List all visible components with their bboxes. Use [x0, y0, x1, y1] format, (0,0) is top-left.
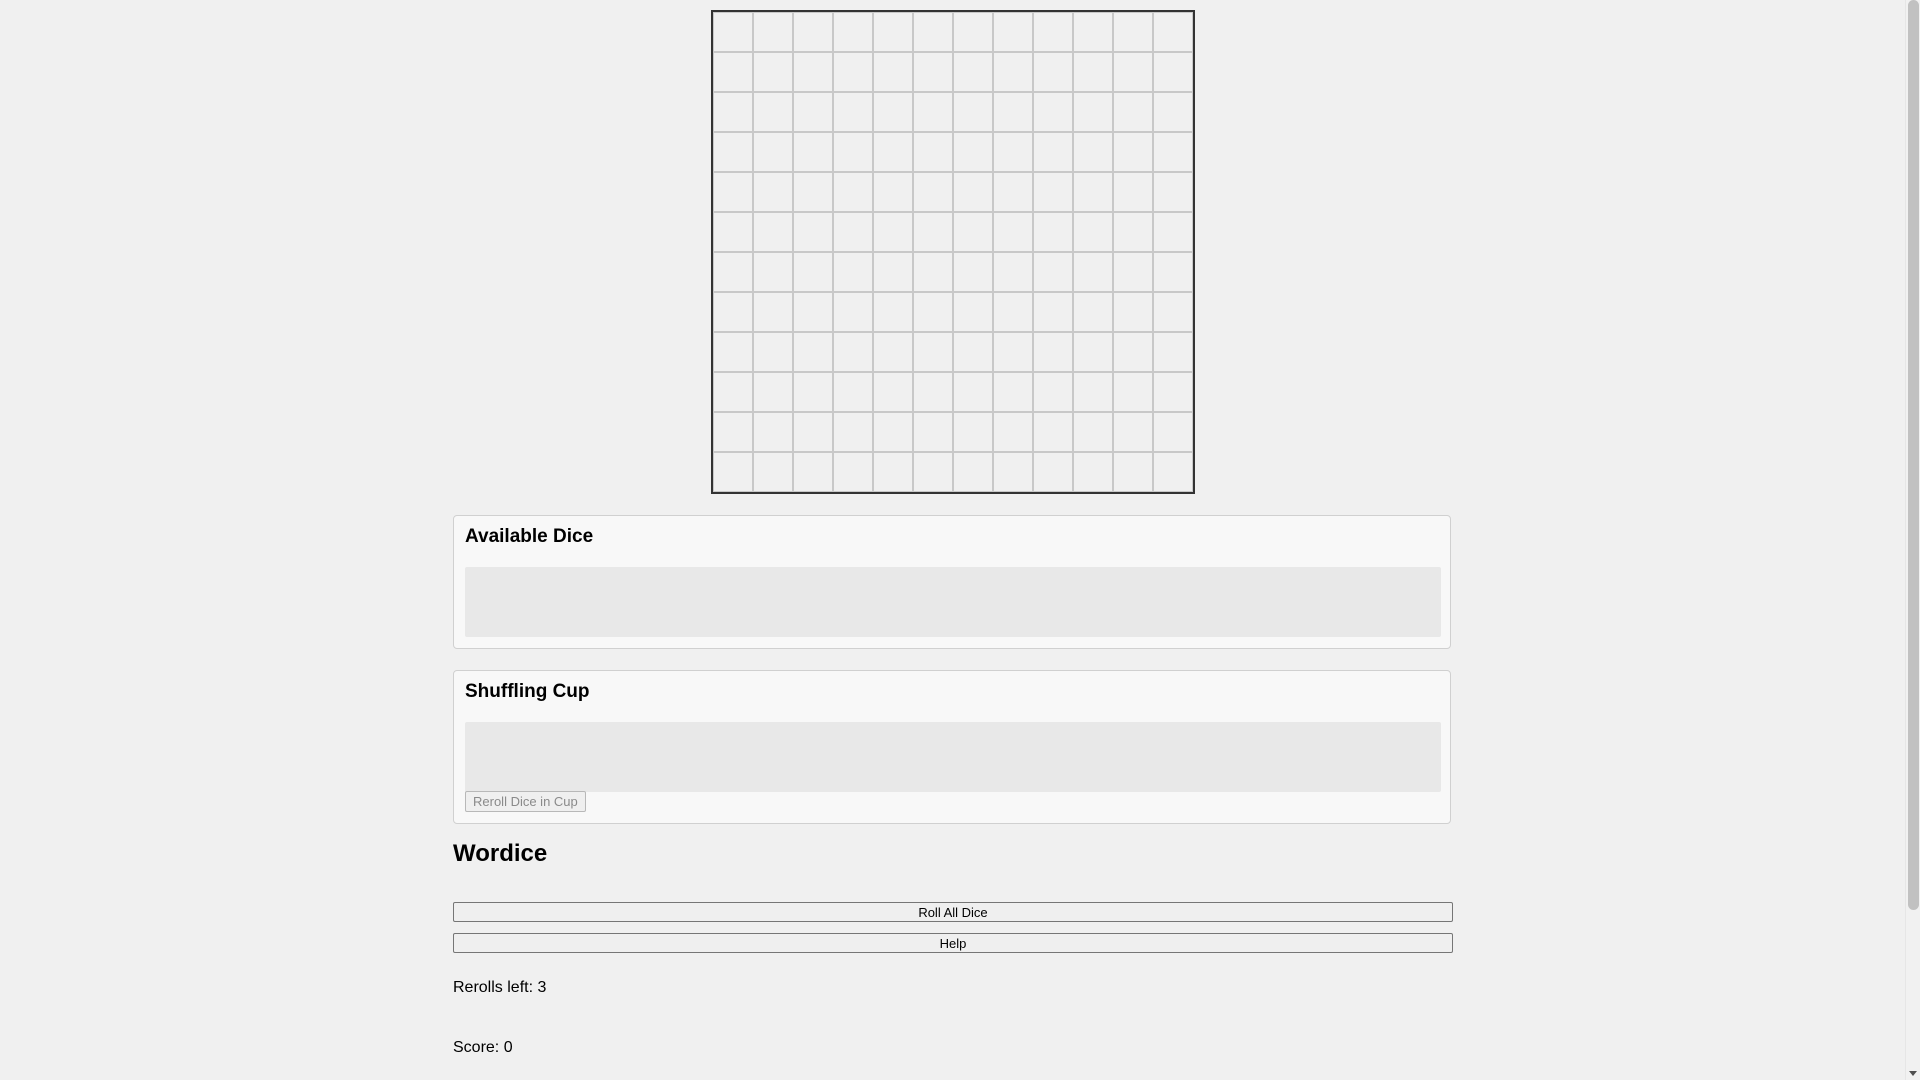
board-cell[interactable] [873, 372, 913, 412]
board-cell[interactable] [1153, 12, 1193, 52]
board-cell[interactable] [793, 212, 833, 252]
board-cell[interactable] [1113, 412, 1153, 452]
board-cell[interactable] [993, 132, 1033, 172]
available-dice-heading: Available Dice [465, 526, 594, 547]
board-cell[interactable] [993, 252, 1033, 292]
board-cell[interactable] [873, 12, 913, 52]
rerolls-left-text: Rerolls left: 3 [453, 979, 547, 996]
board-cell[interactable] [953, 92, 993, 132]
game-board [711, 10, 1195, 494]
board-cell[interactable] [1113, 292, 1153, 332]
board-cell[interactable] [833, 412, 873, 452]
board-cell[interactable] [833, 52, 873, 92]
board-cell[interactable] [1073, 412, 1113, 452]
board-cell[interactable] [873, 52, 913, 92]
board-cell[interactable] [793, 292, 833, 332]
board-cell[interactable] [753, 292, 793, 332]
board-cell[interactable] [1033, 252, 1073, 292]
board-cell[interactable] [1073, 12, 1113, 52]
board-cell[interactable] [1113, 452, 1153, 492]
board-cell[interactable] [913, 252, 953, 292]
board-cell[interactable] [953, 412, 993, 452]
board-cell[interactable] [793, 12, 833, 52]
board-cell[interactable] [993, 172, 1033, 212]
board-cell[interactable] [993, 332, 1033, 372]
board-cell[interactable] [1033, 12, 1073, 52]
board-cell[interactable] [953, 452, 993, 492]
board-cell[interactable] [833, 12, 873, 52]
shuffling-cup-area[interactable] [465, 722, 1441, 792]
board-cell[interactable] [833, 252, 873, 292]
board-cell[interactable] [713, 412, 753, 452]
board-cell[interactable] [873, 172, 913, 212]
board-cell[interactable] [953, 12, 993, 52]
board-cell[interactable] [833, 92, 873, 132]
board-cell[interactable] [713, 132, 753, 172]
board-cell[interactable] [1153, 52, 1193, 92]
board-cell[interactable] [1033, 412, 1073, 452]
board-cell[interactable] [793, 172, 833, 212]
board-cell[interactable] [1073, 252, 1113, 292]
board-cell[interactable] [993, 52, 1033, 92]
board-cell[interactable] [1073, 52, 1113, 92]
board-cell[interactable] [913, 92, 953, 132]
board-cell[interactable] [793, 452, 833, 492]
board-cell[interactable] [913, 332, 953, 372]
board-cell[interactable] [1073, 292, 1113, 332]
board-cell[interactable] [753, 172, 793, 212]
board-cell[interactable] [753, 52, 793, 92]
board-cell[interactable] [1073, 452, 1113, 492]
board-cell[interactable] [1113, 132, 1153, 172]
available-dice-panel [453, 515, 1451, 649]
board-cell[interactable] [993, 92, 1033, 132]
board-cell[interactable] [833, 372, 873, 412]
board-cell[interactable] [753, 372, 793, 412]
board-cell[interactable] [753, 12, 793, 52]
board-cell[interactable] [953, 372, 993, 412]
board-cell[interactable] [1153, 172, 1193, 212]
board-cell[interactable] [953, 52, 993, 92]
board-cell[interactable] [713, 452, 753, 492]
board-cell[interactable] [913, 292, 953, 332]
scrollbar-thumb[interactable] [1908, 0, 1919, 910]
board-cell[interactable] [993, 452, 1033, 492]
board-cell[interactable] [1153, 132, 1193, 172]
board-cell[interactable] [873, 252, 913, 292]
board-cell[interactable] [1113, 92, 1153, 132]
board-cell[interactable] [1033, 172, 1073, 212]
board-cell[interactable] [1113, 252, 1153, 292]
board-cell[interactable] [913, 212, 953, 252]
board-cell[interactable] [793, 412, 833, 452]
board-cell[interactable] [913, 412, 953, 452]
board-cell[interactable] [913, 132, 953, 172]
board-cell[interactable] [1033, 452, 1073, 492]
board-cell[interactable] [1033, 132, 1073, 172]
board-cell[interactable] [873, 452, 913, 492]
board-cell[interactable] [1033, 212, 1073, 252]
board-cell[interactable] [713, 12, 753, 52]
board-cell[interactable] [793, 332, 833, 372]
roll-all-dice-button[interactable]: Roll All Dice [453, 902, 1453, 922]
board-cell[interactable] [1113, 372, 1153, 412]
board-cell[interactable] [873, 412, 913, 452]
board-cell[interactable] [913, 372, 953, 412]
board-cell[interactable] [873, 212, 913, 252]
board-cell[interactable] [1073, 132, 1113, 172]
board-cell[interactable] [913, 452, 953, 492]
board-cell[interactable] [1033, 292, 1073, 332]
board-cell[interactable] [873, 292, 913, 332]
board-cell[interactable] [713, 372, 753, 412]
board-cell[interactable] [833, 332, 873, 372]
board-cell[interactable] [1073, 212, 1113, 252]
board-cell[interactable] [953, 252, 993, 292]
board-cell[interactable] [753, 132, 793, 172]
board-cell[interactable] [993, 412, 1033, 452]
board-cell[interactable] [1113, 52, 1153, 92]
board-cell[interactable] [753, 92, 793, 132]
board-cell[interactable] [1113, 172, 1153, 212]
scroll-down-arrow-icon[interactable] [1909, 1071, 1917, 1076]
board-cell[interactable] [1153, 372, 1193, 412]
board-cell[interactable] [1113, 332, 1153, 372]
board-cell[interactable] [713, 332, 753, 372]
board-cell[interactable] [793, 92, 833, 132]
board-cell[interactable] [833, 172, 873, 212]
board-cell[interactable] [993, 12, 1033, 52]
board-cell[interactable] [993, 372, 1033, 412]
board-cell[interactable] [713, 252, 753, 292]
board-cell[interactable] [1073, 372, 1113, 412]
board-cell[interactable] [953, 212, 993, 252]
board-cell[interactable] [713, 292, 753, 332]
board-cell[interactable] [873, 132, 913, 172]
board-cell[interactable] [753, 212, 793, 252]
board-cell[interactable] [1073, 332, 1113, 372]
board-cell[interactable] [1073, 172, 1113, 212]
board-cell[interactable] [1153, 412, 1193, 452]
game-title: Wordice [453, 840, 548, 867]
shuffling-cup-heading: Shuffling Cup [465, 681, 590, 702]
page-scrollbar[interactable] [1905, 0, 1920, 1080]
reroll-cup-button[interactable]: Reroll Dice in Cup [465, 791, 586, 812]
board-cell[interactable] [1033, 372, 1073, 412]
board-cell[interactable] [1113, 212, 1153, 252]
board-cell[interactable] [1153, 452, 1193, 492]
board-cell[interactable] [1113, 12, 1153, 52]
board-cell[interactable] [1153, 252, 1193, 292]
board-cell[interactable] [793, 252, 833, 292]
board-cell[interactable] [993, 292, 1033, 332]
available-dice-area[interactable] [465, 567, 1441, 637]
board-cell[interactable] [1153, 292, 1193, 332]
help-button[interactable]: Help [453, 933, 1453, 953]
board-cell[interactable] [753, 252, 793, 292]
board-cell[interactable] [1153, 332, 1193, 372]
board-cell[interactable] [993, 212, 1033, 252]
board-cell[interactable] [913, 52, 953, 92]
board-cell[interactable] [753, 452, 793, 492]
board-cell[interactable] [953, 292, 993, 332]
board-cell[interactable] [953, 332, 993, 372]
board-cell[interactable] [833, 212, 873, 252]
board-cell[interactable] [1153, 212, 1193, 252]
board-cell[interactable] [913, 172, 953, 212]
board-cell[interactable] [913, 12, 953, 52]
shuffling-cup-panel [453, 670, 1451, 824]
board-cell[interactable] [753, 412, 793, 452]
board-cell[interactable] [1153, 92, 1193, 132]
board-cell[interactable] [793, 372, 833, 412]
board-cell[interactable] [713, 92, 753, 132]
board-cell[interactable] [873, 332, 913, 372]
board-cell[interactable] [713, 52, 753, 92]
board-cell[interactable] [833, 452, 873, 492]
board-cell[interactable] [1033, 332, 1073, 372]
board-cell[interactable] [953, 172, 993, 212]
board-cell[interactable] [1033, 92, 1073, 132]
score-text: Score: 0 [453, 1039, 513, 1056]
board-cell[interactable] [833, 132, 873, 172]
board-cell[interactable] [873, 92, 913, 132]
board-cell[interactable] [953, 132, 993, 172]
board-cell[interactable] [793, 132, 833, 172]
board-cell[interactable] [1073, 92, 1113, 132]
board-cell[interactable] [753, 332, 793, 372]
board-cell[interactable] [833, 292, 873, 332]
board-cell[interactable] [713, 212, 753, 252]
board-cell[interactable] [713, 172, 753, 212]
board-cell[interactable] [793, 52, 833, 92]
board-cell[interactable] [1033, 52, 1073, 92]
